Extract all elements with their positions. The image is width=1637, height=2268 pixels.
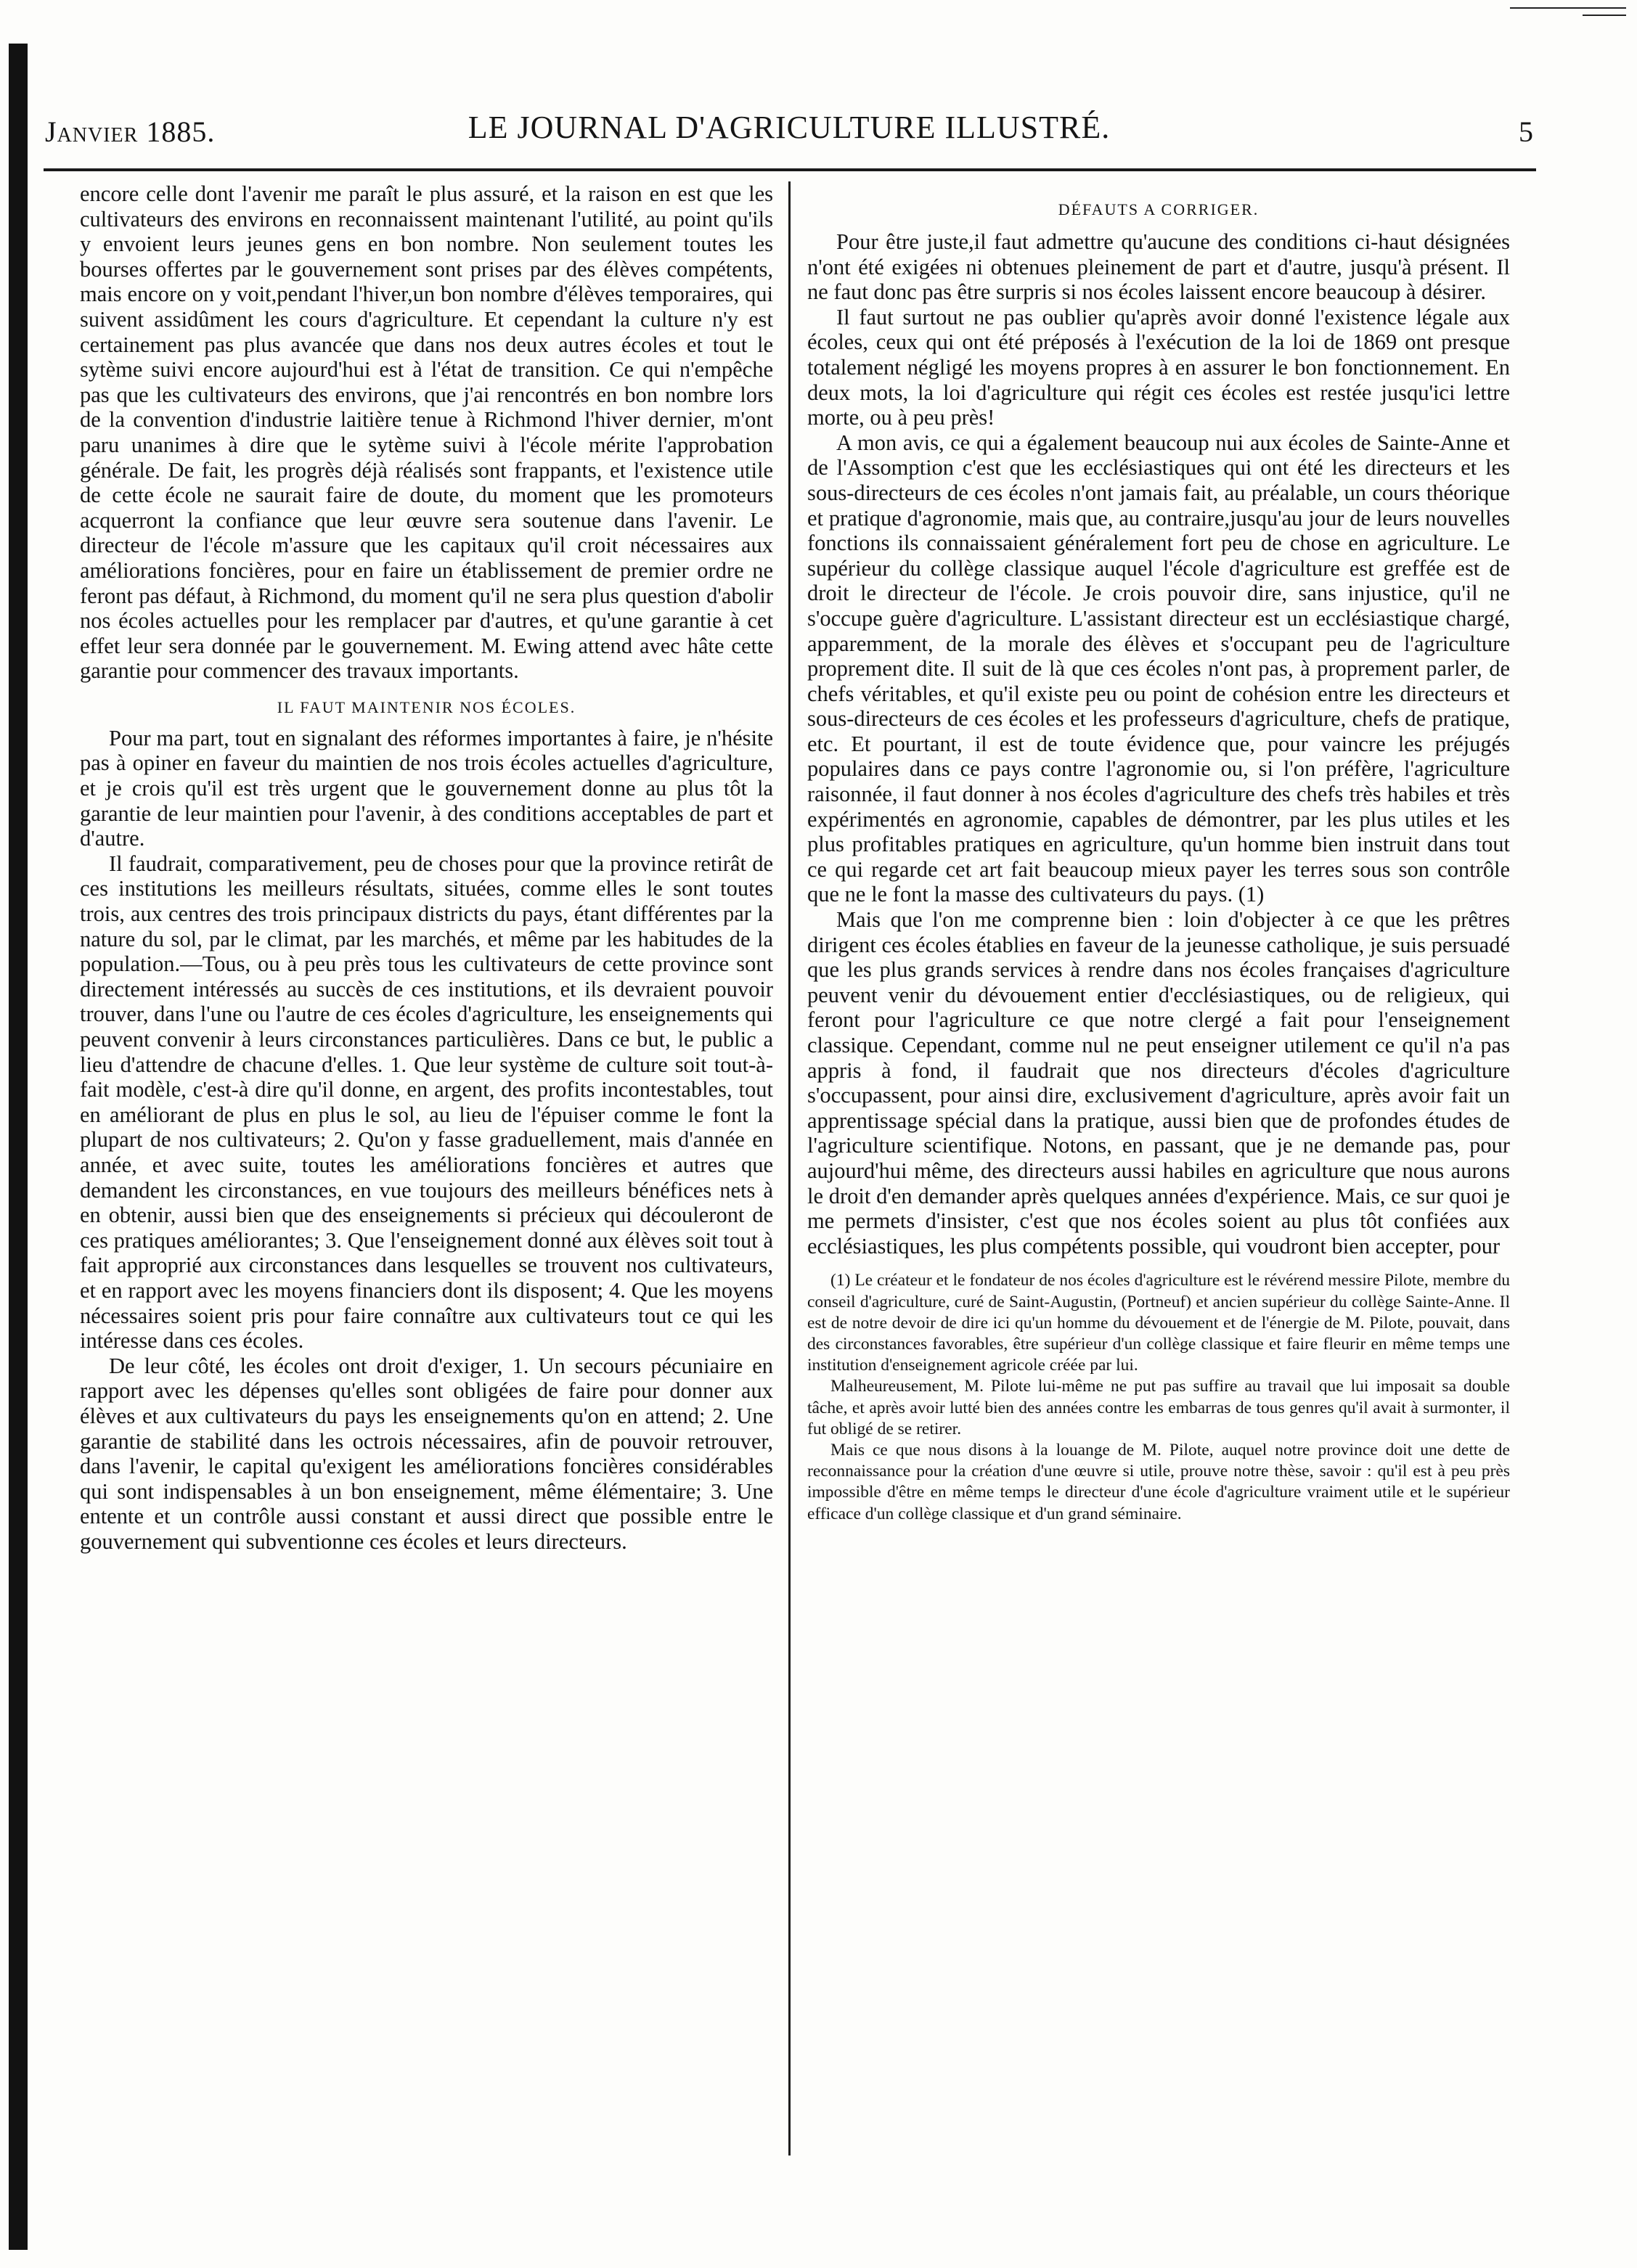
paragraph: A mon avis, ce qui a également beaucoup nui aux écoles de Sainte-Anne et de l'Assomption c'est que les ecclésiastiques qui ont été les directeurs et les sous-directeurs de ces écoles n'ont jamais fait, au préalable, un cours théorique et pratique d'agronomie, mais que, au contraire,jusqu'au jour de leurs nouvelles fonctions ils connaissaient généralement fort peu de chose en agriculture. Le supérieur du collège classique auquel l'école d'agriculture est greffée est de droit le directeur de l'école. Je crois pouvoir dire, sans injustice, qu'il ne s'occupe guère d'agriculture. L'assistant directeur est un ecclésiastique chargé, apparemment, de la morale des élèves et s'occupant peu de l'agriculture proprement dite. Il suit de là que ces écoles n'ont pas, à proprement parler, de chefs véritables, et qu'il existe peu ou point de cohésion entre les directeurs et sous-directeurs de ces écoles et les professeurs d'agriculture, chefs de pratique, etc. Et pourtant, il est de toute évidence que, pour vaincre les préjugés populaires dans ce pays contre l'agronomie ou, si l'on préfère, l'agriculture raisonnée, il faut donner à nos écoles d'agriculture des chefs très habiles et très expérimentés en agronomie, capables de démontrer, par les plus utiles et les plus profitables pratiques en agriculture, qu'un homme bien instruit dans tout ce qui regarde cet art fait beaucoup mieux payer les terres sous son contrôle que ne le font la masse des cultivateurs du pays. (1) (807, 430, 1510, 907)
paragraph: Pour ma part, tout en signalant des réformes importantes à faire, je n'hésite pas à opiner en faveur du maintien de nos trois écoles actuelles d'agriculture, et je crois qu'il est très urgent que le gouvernement donne au plus tôt la garantie de leur maintien pour l'avenir, à des conditions acceptables de part et d'autre. (80, 725, 773, 851)
paragraph: Pour être juste,il faut admettre qu'aucune des conditions ci-haut désignées n'ont été exigées ni obtenues pleinement de part et d'autre, jusqu'à présent. Il ne faut donc pas être surpris si nos écoles laissent encore beaucoup à désirer. (807, 229, 1510, 305)
issue-date: Janvier 1885. (45, 115, 216, 148)
paragraph: Il faudrait, comparativement, peu de choses pour que la province retirât de ces institutions les meilleurs résultats, situées, comme elles le sont toutes trois, aux centres des trois principaux districts du pays, étant différentes par la nature du sol, par le climat, par les marchés, et même par les habitudes de la population.—Tous, ou à peu près tous les cultivateurs de cette province sont directement intéressés au succès de ces institutions, et ils devraient pouvoir trouver, dans l'une ou l'autre de ces écoles d'agriculture, les enseignements qui peuvent convenir à leurs circonstances particulières. Dans ce but, le public a lieu d'attendre de chacune d'elles. 1. Que leur système de culture soit tout-à-fait modèle, c'est-à dire qu'il donne, en argent, des profits incontestables, tout en améliorant de plus en plus le sol, au lieu de l'épuiser comme le font la plupart de nos cultivateurs; 2. Qu'on y fasse graduellement, mais d'année en année, et avec suite, toutes les améliorations foncières et autres que demandent les circonstances, en vue toujours des meilleurs bénéfices nets à en obtenir, aussi bien que des enseignements si précieux qui découleront de ces pratiques améliorantes; 3. Que l'enseignement donné aux élèves soit tout à fait approprié aux circonstances dans lesquelles se trouvent nos cultivateurs, et en rapport avec les moyens financiers dont ils disposent; 4. Que les moyens nécessaires soient pris pour faire connaître aux cultivateurs tout ce qui les intéresse dans ces écoles. (80, 851, 773, 1354)
paragraph: De leur côté, les écoles ont droit d'exiger, 1. Un secours pécuniaire en rapport avec les dépenses qu'elles sont obligées de faire pour donner aux élèves et aux cultivateurs du pays les enseignements qu'on en attend; 2. Une garantie de stabilité dans les octrois nécessaires, afin de pouvoir retrouver, dans l'avenir, le capital qu'exigent les améliorations foncières considérables qui sont indispensables à un bon enseignement, même élémentaire; 3. Une entente et un contrôle aussi constant et aussi direct que possible entre le gouvernement qui subventionne ces écoles et leurs directeurs. (80, 1353, 773, 1554)
column-divider (788, 181, 791, 2156)
journal-title: LE JOURNAL D'AGRICULTURE ILLUSTRÉ. (468, 110, 1111, 145)
paragraph: Il faut surtout ne pas oublier qu'après avoir donné l'existence légale aux écoles, ceux qui ont été préposés à l'exécution de la loi de 1869 ont presque totalement négligé les moyens propres à en assurer le bon fonctionnement. En deux mots, la loi d'agriculture qui régit ces écoles est restée jusqu'ici lettre morte, ou à peu près! (807, 304, 1510, 430)
scan-edge-bar (9, 44, 28, 2250)
footnote: Malheureusement, M. Pilote lui-même ne put pas suffire au travail que lui imposait sa double tâche, et après avoir lutté bien des années contre les embarras de tous genres qu'il avait à surmonter, il fut obligé de se retirer. (807, 1377, 1510, 1438)
paragraph: Mais que l'on me comprenne bien : loin d'objecter à ce que les prêtres dirigent ces écoles établies en faveur de la jeunesse catholique, je suis persuadé que les plus grands services à rendre dans nos écoles françaises d'agriculture peuvent venir du dévouement entier d'ecclésiastiques, ou de religieux, qui feront pour l'agriculture ce que notre clergé a fait pour l'enseignement classique. Cependant, comme nul ne peut enseigner utilement ce qu'il n'a pas appris à fond, il faudrait que nos directeurs d'écoles d'agriculture s'occupassent, pour ainsi dire, exclusivement d'agriculture, après avoir fait un apprentissage spécial dans la pratique, aussi bien que de profondes études de l'agriculture scientifique. Notons, en passant, que je ne demande pas, pour aujourd'hui même, des directeurs aussi habiles en agriculture que nous aurons le droit d'en demander après quelques années d'expérience. Mais, ce sur quoi je me permets d'insister, c'est que nos écoles soient au plus tôt confiées aux ecclésiastiques, les plus compétents possible, qui voudront bien accepter, pour (807, 907, 1510, 1258)
footnote-separator (807, 1258, 1510, 1270)
corner-rule (1583, 15, 1626, 16)
footnote: Mais ce que nous disons à la louange de M. Pilote, auquel notre province doit une dette de reconnaissance pour la création d'une œuvre si utile, prouve notre thèse, savoir : qu'il est à peu près impossible d'être en même temps le directeur d'une école d'agriculture vraiment utile et le supérieur efficace d'un collège classique et d'un grand séminaire. (807, 1440, 1510, 1523)
footnote: (1) Le créateur et le fondateur de nos écoles d'agriculture est le révérend messire Pilote, membre du conseil d'agriculture, curé de Saint-Augustin, (Portneuf) et ancien supérieur du collège Sainte-Anne. Il est de notre devoir de dire ici qu'un homme du dévouement et de l'énergie de M. Pilote, pouvait, dans des circonstances favorables, être supérieur d'un collège classique et faire fleurir en même temps une institution d'enseignement agricole créée par lui. (807, 1271, 1510, 1375)
page-header (45, 109, 1533, 152)
right-column (807, 181, 1510, 2206)
page-number: 5 (1519, 115, 1533, 148)
section-heading: IL FAUT MAINTENIR NOS ÉCOLES. (277, 697, 576, 716)
left-column (80, 181, 773, 2199)
section-heading: DÉFAUTS A CORRIGER. (1058, 200, 1260, 218)
paragraph: encore celle dont l'avenir me paraît le plus assuré, et la raison en est que les cultivateurs des environs en reconnaissent maintenant l'utilité, au point qu'ils y envoient leurs jeunes gens en bon nombre. Non seulement toutes les bourses offertes par le gouvernement sont prises par des élèves compétents, mais encore on y voit,pendant l'hiver,un bon nombre d'élèves temporaires, qui suivent assidûment les cours d'agriculture. Et cependant la culture n'y est certainement pas plus avancée que dans nos deux autres écoles et tout le sytème suivi encore aujourd'hui est à l'état de transition. Ce qui n'empêche pas que les cultivateurs des environs, que j'ai rencontrés en bon nombre lors de la convention d'industrie laitière tenue à Richmond l'hiver dernier, m'ont paru unanimes à dire que le sytème suivi à l'école mérite l'approbation générale. De fait, les progrès déjà réalisés sont frappants, et l'existence utile de cette école ne saurait faire de doute, du moment que les promoteurs acquerront la confiance que leur œuvre sera soutenue dans l'avenir. Le directeur de l'école m'assure que les capitaux qu'il croit nécessaires aux améliorations foncières, pour en faire un établissement de premier ordre ne feront pas défaut, à Richmond, du moment qu'il ne sera plus question d'abolir nos écoles actuelles pour les remplacer par d'autres, et qu'une garantie à cet effet leur sera donnée par le gouvernement. M. Ewing attend avec hâte cette garantie pour commencer des travaux importants. (80, 181, 773, 684)
header-rule (44, 168, 1536, 171)
corner-rule (1510, 7, 1626, 9)
